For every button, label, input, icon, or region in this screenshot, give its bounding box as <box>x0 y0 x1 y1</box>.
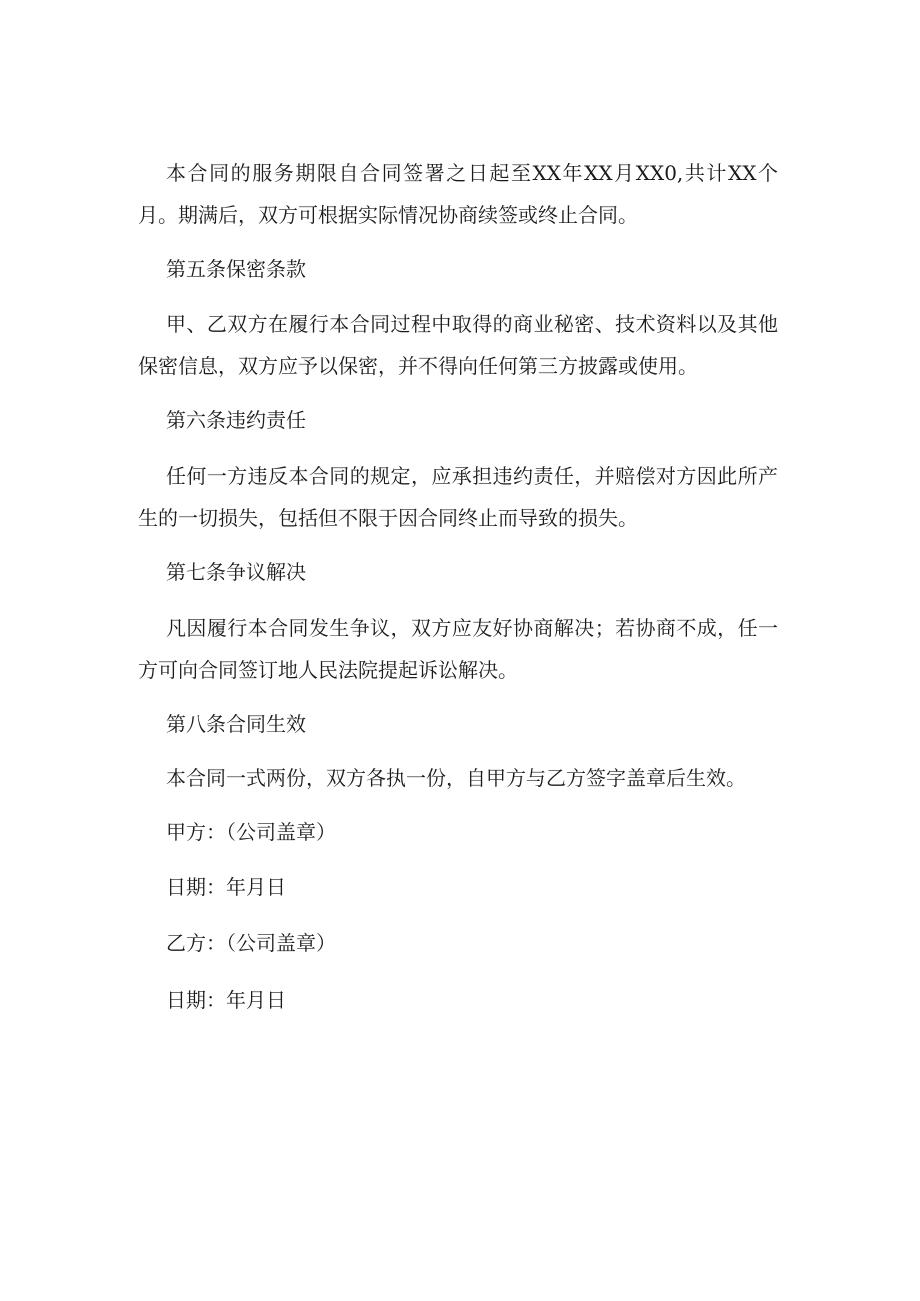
party-a-date-line: 日期：年月日 <box>166 875 286 899</box>
liability-paragraph: 任何一方违反本合同的规定，应承担违约责任，并赔偿对方因此所产生的一切损失，包括但不限于因合同终止而导致的损失。 <box>138 464 778 530</box>
article-8-heading: 第八条合同生效 <box>166 712 306 736</box>
article-6-heading: 第六条违约责任 <box>166 408 306 432</box>
party-a-signature-line: 甲方：（公司盖章） <box>166 820 336 844</box>
dispute-paragraph: 凡因履行本合同发生争议，双方应友好协商解决；若协商不成，任一方可向合同签订地人民法院提起诉讼解决。 <box>138 616 778 682</box>
article-5-heading: 第五条保密条款 <box>166 257 306 281</box>
party-b-date-line: 日期：年月日 <box>166 988 286 1012</box>
service-term-paragraph: 本合同的服务期限自合同签署之日起至XX年XX月XX0,共计XX个月。期满后，双方可根据实际情况协商续签或终止合同。 <box>138 161 778 227</box>
confidentiality-paragraph: 甲、乙双方在履行本合同过程中取得的商业秘密、技术资料以及其他保密信息，双方应予以保密，并不得向任何第三方披露或使用。 <box>138 312 778 378</box>
party-b-signature-line: 乙方：（公司盖章） <box>166 931 336 955</box>
article-7-heading: 第七条争议解决 <box>166 560 306 584</box>
effectiveness-paragraph: 本合同一式两份，双方各执一份，自甲方与乙方签字盖章后生效。 <box>166 766 746 790</box>
